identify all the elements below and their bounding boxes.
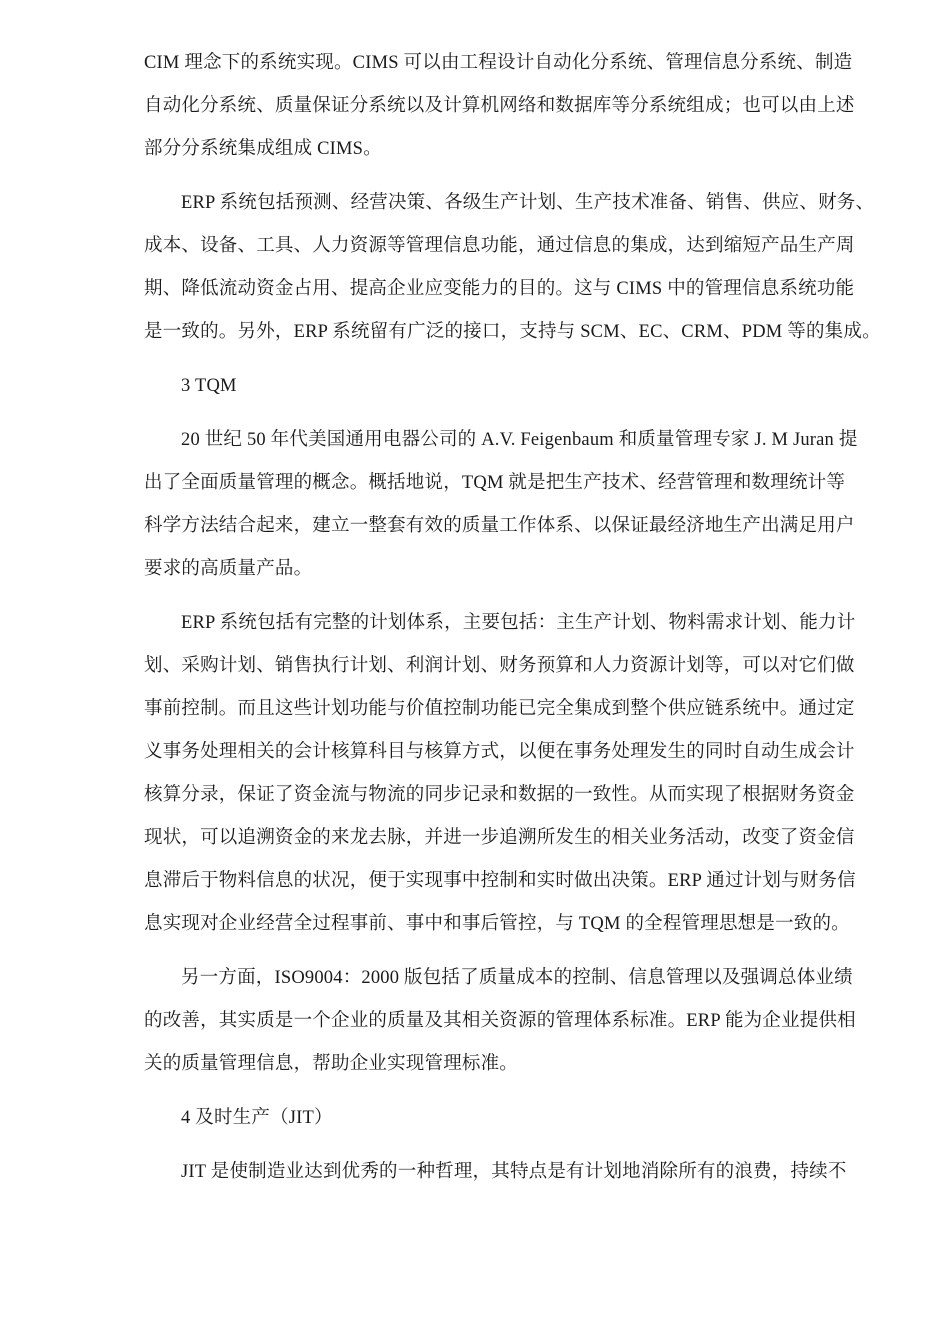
text-line: 是一致的。另外，ERP 系统留有广泛的接口，支持与 SCM、EC、CRM、PDM 等的集成。: [144, 322, 881, 342]
text-line: 事前控制。而且这些计划功能与价值控制功能已完全集成到整个供应链系统中。通过定: [144, 699, 855, 719]
text-line: 的改善，其实质是一个企业的质量及其相关资源的管理体系标准。ERP 能为企业提供相: [144, 1011, 856, 1031]
section-heading: 4 及时生产（JIT）: [181, 1108, 333, 1128]
text-line: 另一方面，ISO9004：2000 版包括了质量成本的控制、信息管理以及强调总体业绩: [181, 968, 853, 988]
text-line: 核算分录，保证了资金流与物流的同步记录和数据的一致性。从而实现了根据财务资金: [144, 785, 855, 805]
text-line: 期、降低流动资金占用、提高企业应变能力的目的。这与 CIMS 中的管理信息系统功能: [144, 279, 855, 299]
text-line: 自动化分系统、质量保证分系统以及计算机网络和数据库等分系统组成；也可以由上述: [144, 96, 855, 116]
text-line: 部分分系统集成组成 CIMS。: [144, 139, 382, 159]
text-line: 息实现对企业经营全过程事前、事中和事后管控，与 TQM 的全程管理思想是一致的。: [144, 914, 850, 934]
text-line: 出了全面质量管理的概念。概括地说，TQM 就是把生产技术、经营管理和数理统计等: [144, 473, 846, 493]
text-line: CIM 理念下的系统实现。CIMS 可以由工程设计自动化分系统、管理信息分系统、制造: [144, 53, 853, 73]
text-line: ERP 系统包括有完整的计划体系，主要包括：主生产计划、物料需求计划、能力计: [181, 613, 856, 633]
text-line: 关的质量管理信息，帮助企业实现管理标准。: [144, 1054, 519, 1074]
text-line: 要求的高质量产品。: [144, 559, 313, 579]
text-line: JIT 是使制造业达到优秀的一种哲理，其特点是有计划地消除所有的浪费，持续不: [181, 1162, 847, 1182]
text-line: 义事务处理相关的会计核算科目与核算方式，以便在事务处理发生的同时自动生成会计: [144, 742, 855, 762]
text-line: 息滞后于物料信息的状况，便于实现事中控制和实时做出决策。ERP 通过计划与财务信: [144, 871, 856, 891]
text-line: ERP 系统包括预测、经营决策、各级生产计划、生产技术准备、销售、供应、财务、: [181, 193, 875, 213]
section-heading: 3 TQM: [181, 376, 237, 396]
text-line: 现状，可以追溯资金的来龙去脉，并进一步追溯所发生的相关业务活动，改变了资金信: [144, 828, 855, 848]
text-line: 划、采购计划、销售执行计划、利润计划、财务预算和人力资源计划等，可以对它们做: [144, 656, 855, 676]
text-line: 成本、设备、工具、人力资源等管理信息功能，通过信息的集成，达到缩短产品生产周: [144, 236, 855, 256]
text-line: 20 世纪 50 年代美国通用电器公司的 A.V. Feigenbaum 和质量管理专家 J. M Juran 提: [181, 430, 858, 450]
text-line: 科学方法结合起来，建立一整套有效的质量工作体系、以保证最经济地生产出满足用户: [144, 516, 855, 536]
